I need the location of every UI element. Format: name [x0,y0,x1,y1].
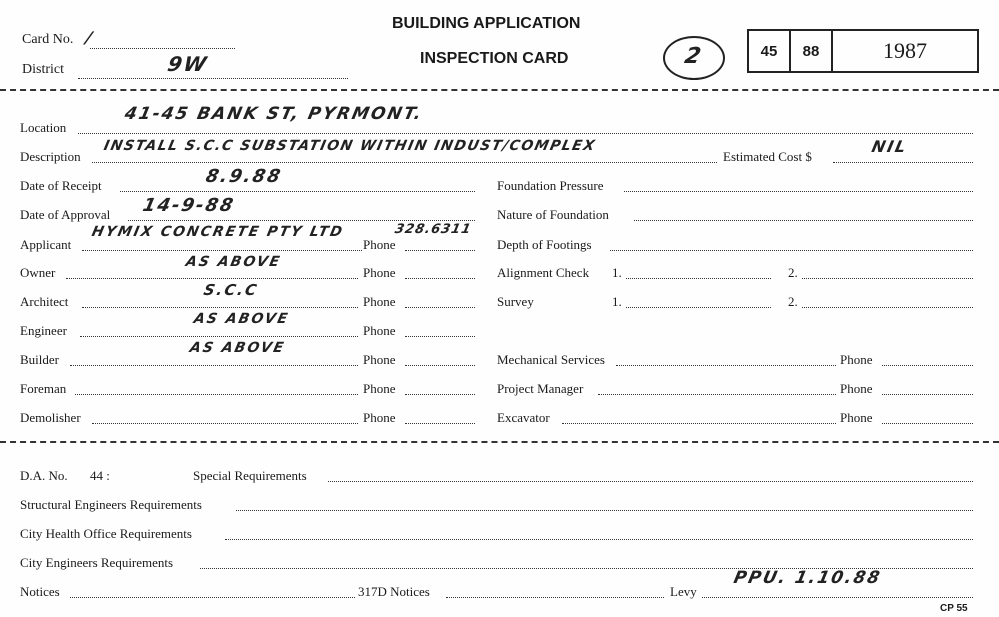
estimated-cost-label: Estimated Cost $ [723,149,812,164]
survey-num-2: 2. [788,294,798,309]
architect-label: Architect [20,294,69,309]
title-building-application: BUILDING APPLICATION [392,15,581,32]
divider-top [0,89,999,91]
project-manager-phone-label: Phone [840,381,873,396]
excavator-phone-dots [882,423,973,424]
builder-dots [70,365,358,366]
form-code: CP 55 [940,603,968,614]
foreman-dots [75,394,358,395]
excavator-dots [562,423,836,424]
special-requirements-label: Special Requirements [193,468,307,483]
card-no-value: / [83,28,96,47]
da-no-value: 44 : [90,468,110,483]
mechanical-services-phone-dots [882,365,973,366]
estimated-cost-value: NIL [869,137,910,156]
project-manager-dots [598,394,836,395]
description-dots [92,162,717,163]
district-value: 9W [165,52,211,76]
architect-dots [82,307,358,308]
health-requirements-label: City Health Office Requirements [20,526,192,541]
demolisher-label: Demolisher [20,410,81,425]
depth-of-footings-label: Depth of Footings [497,237,592,252]
circled-mark [663,36,725,80]
structural-requirements-label: Structural Engineers Requirements [20,497,202,512]
mechanical-services-dots [616,365,836,366]
reference-box [747,29,979,73]
date-of-approval-dots [128,220,475,221]
estimated-cost-dots [833,162,973,163]
foundation-pressure-label: Foundation Pressure [497,178,604,193]
applicant-phone-dots [405,250,475,251]
nature-of-foundation-dots [634,220,973,221]
alignment-check-num-2: 2. [788,265,798,280]
project-manager-phone-dots [882,394,973,395]
architect-value: S.C.C [202,281,261,299]
owner-phone-dots [405,278,475,279]
nature-of-foundation-label: Nature of Foundation [497,207,609,222]
district-dots [78,78,348,79]
excavator-phone-label: Phone [840,410,873,425]
architect-phone-dots [405,307,475,308]
owner-dots [66,278,358,279]
project-manager-label: Project Manager [497,381,584,396]
demolisher-phone-dots [405,423,475,424]
alignment-check-num-1: 1. [612,265,622,280]
builder-phone-label: Phone [363,352,396,367]
reference-box-year: 1987 [883,38,927,63]
alignment-check-dots-1 [626,278,771,279]
circled-mark-value: 2 [682,44,703,69]
description-value: INSTALL S.C.C SUBSTATION WITHIN INDUST/COMPLEX [102,138,598,154]
card-no-dots [90,48,235,49]
reference-box-cell-2 [791,31,833,71]
date-of-receipt-dots [120,191,475,192]
location-value: 41-45 BANK ST, PYRMONT. [122,104,425,124]
survey-dots-1 [626,307,771,308]
date-of-receipt-label: Date of Receipt [20,178,102,193]
health-requirements-dots [225,539,973,540]
foreman-phone-dots [405,394,475,395]
engineer-phone-label: Phone [363,323,396,338]
district-label: District [22,62,64,77]
applicant-value: HYMIX CONCRETE PTY LTD [90,224,346,240]
notices-317d-dots [446,597,664,598]
date-of-approval-label: Date of Approval [20,207,111,222]
notices-317d-label: 317D Notices [358,584,430,599]
engineer-label: Engineer [20,323,67,338]
da-no-label: D.A. No. [20,468,68,483]
engineer-value: AS ABOVE [192,311,291,327]
divider-bottom [0,441,999,443]
owner-value: AS ABOVE [184,254,283,270]
date-of-approval-value: 14-9-88 [140,195,237,216]
notices-dots [70,597,355,598]
foreman-phone-label: Phone [363,381,396,396]
foreman-label: Foreman [20,381,67,396]
special-requirements-dots [328,481,973,482]
survey-dots-2 [802,307,973,308]
engineer-phone-dots [405,336,475,337]
builder-value: AS ABOVE [188,340,287,356]
applicant-label: Applicant [20,237,72,252]
reference-box-value-2: 88 [802,42,820,60]
applicant-dots [82,250,362,251]
builder-label: Builder [20,352,59,367]
engineer-dots [80,336,358,337]
demolisher-phone-label: Phone [363,410,396,425]
alignment-check-dots-2 [802,278,973,279]
owner-phone-label: Phone [363,265,396,280]
location-dots [78,133,973,134]
mechanical-services-label: Mechanical Services [497,352,605,367]
city-engineers-requirements-label: City Engineers Requirements [20,555,174,570]
card-no-label: Card No. [22,32,74,47]
location-label: Location [20,120,67,135]
builder-phone-dots [405,365,475,366]
reference-box-value-1: 45 [760,42,778,60]
reference-box-cell-1 [749,31,791,71]
demolisher-dots [92,423,358,424]
survey-label: Survey [497,294,534,309]
foundation-pressure-dots [624,191,973,192]
architect-phone-label: Phone [363,294,396,309]
applicant-phone-label: Phone [363,237,396,252]
owner-label: Owner [20,265,56,280]
alignment-check-label: Alignment Check [497,265,590,280]
reference-box-cell-year [833,31,977,71]
depth-of-footings-dots [610,250,973,251]
levy-dots [702,597,973,598]
description-label: Description [20,149,81,164]
levy-value: PPU. 1.10.88 [731,568,884,588]
structural-requirements-dots [236,510,973,511]
notices-label: Notices [20,584,60,599]
mechanical-services-phone-label: Phone [840,352,873,367]
excavator-label: Excavator [497,410,550,425]
survey-num-1: 1. [612,294,622,309]
levy-label: Levy [670,584,697,599]
title-inspection-card: INSPECTION CARD [420,50,569,67]
applicant-phone-value: 328.6311 [393,222,473,237]
date-of-receipt-value: 8.9.88 [203,166,285,187]
